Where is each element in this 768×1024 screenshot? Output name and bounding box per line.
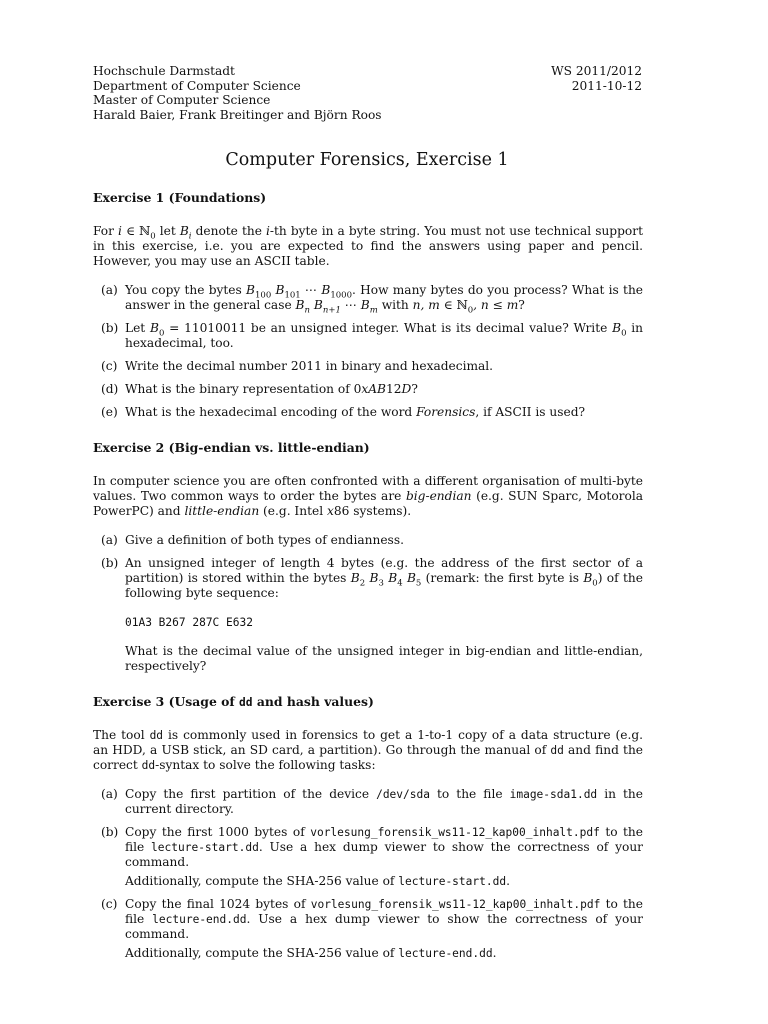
exercise-2-item-b: (b) An unsigned integer of length 4 bytes (e.g. the address of the first sector of a partition) is stored within the bytes $B_2$ $B_3$ $B_4$ $B_5$ (remark: the first byte is $B_0$) of the following byte sequence: 01A3 B267 287C E632 What is the decimal value of the unsigned integer in big-endian and little-endian, respectively? <box>101 556 643 673</box>
exercise-3-item-c-sha: Additionally, compute the SHA-256 value of lecture-end.dd. <box>125 946 497 960</box>
byte-sequence-code: 01A3 B267 287C E632 <box>125 616 253 629</box>
exercise-content <box>93 190 643 961</box>
exercise-2-item-a: (a) Give a definition of both types of endianness. <box>101 533 404 547</box>
exercise-3-item-a: (a) Copy the first partition of the device /dev/sda to the file image-sda1.dd in the current directory. <box>101 787 643 816</box>
header-department: Department of Computer Science <box>93 78 301 93</box>
exercise-3-item-c: (c) Copy the final 1024 bytes of vorlesung_forensik_ws11-12_kap00_inhalt.pdf to the file lecture-end.dd. Use a hex dump viewer to show the correctness of your command. Additionally, compute the SHA-256 value of lecture-end.dd. <box>101 897 643 960</box>
exercise-2-heading: Exercise 2 (Big-endian vs. little-endian) <box>93 440 370 455</box>
header-university: Hochschule Darmstadt <box>93 64 235 78</box>
page-title: Computer Forensics, Exercise 1 <box>225 150 509 170</box>
exercise-3-intro: The tool dd is commonly used in forensics to get a 1-to-1 copy of a data structure (e.g. an HDD, a USB stick, an SD card, a partition). Go through the manual of dd and find the correct dd-syntax to solve the following tasks: <box>93 728 644 772</box>
exercise-1-item-c: (c) Write the decimal number 2011 in binary and hexadecimal. <box>101 359 494 373</box>
exercise-2-intro: In computer science you are often confronted with a different organisation of multi-byte values. Two common ways to order the bytes are big-endian (e.g. SUN Sparc, Motorola PowerPC) and little-endian (e.g. Intel x86 systems). <box>93 474 643 518</box>
exercise-1-intro: For i ∈ ℕ$_0$ let $B_i$ denote the i-th byte in a byte string. You must not use technical support in this exercise, i.e. you are expected to find the answers using paper and pencil. However, you may use an ASCII table. <box>93 224 643 268</box>
exercise-1-heading: Exercise 1 (Foundations) <box>93 190 267 205</box>
exercise-2-question: What is the decimal value of the unsigned integer in big-endian and little-endian, respectively? <box>125 644 643 673</box>
exercise-3-item-b: (b) Copy the first 1000 bytes of vorlesung_forensik_ws11-12_kap00_inhalt.pdf to the file lecture-start.dd. Use a hex dump viewer to show the correctness of your command. Additionally, compute the SHA-256 value of lecture-start.dd. <box>101 825 643 888</box>
header-program: Master of Computer Science <box>93 93 271 107</box>
exercise-3-item-b-sha: Additionally, compute the SHA-256 value of lecture-start.dd. <box>125 874 510 888</box>
exercise-1-item-e: (e) What is the hexadecimal encoding of the word Forensics, if ASCII is used? <box>101 405 586 419</box>
header-date: 2011-10-12 <box>571 78 642 93</box>
header-authors: Harald Baier, Frank Breitinger and Björn Roos <box>93 107 382 122</box>
exercise-1-item-a: (a) You copy the bytes $B_{100}$ $B_{101}$ ⋯ $B_{1000}$. How many bytes do you process? What is the answer in the general case $B_n$ $B_{n+1}$ ⋯ $B_m$ with n, m ∈ ℕ$_0$, n ≤ m? <box>101 283 644 316</box>
exercise-2-list <box>93 533 643 674</box>
exercise-1-item-d: (d) What is the binary representation of 0xAB12D? <box>101 382 418 396</box>
exercise-3-heading: Exercise 3 (Usage of dd and hash values) <box>93 694 374 709</box>
exercise-3-list <box>93 787 643 961</box>
exercise-1-item-b: (b) Let $B_0 = 11010011$ be an unsigned integer. What is its decimal value? Write $B_0$ in hexadecimal, too. <box>101 321 643 350</box>
header-dates <box>442 64 642 93</box>
header-semester: WS 2011/2012 <box>551 64 642 78</box>
exercise-1-list <box>93 283 643 420</box>
